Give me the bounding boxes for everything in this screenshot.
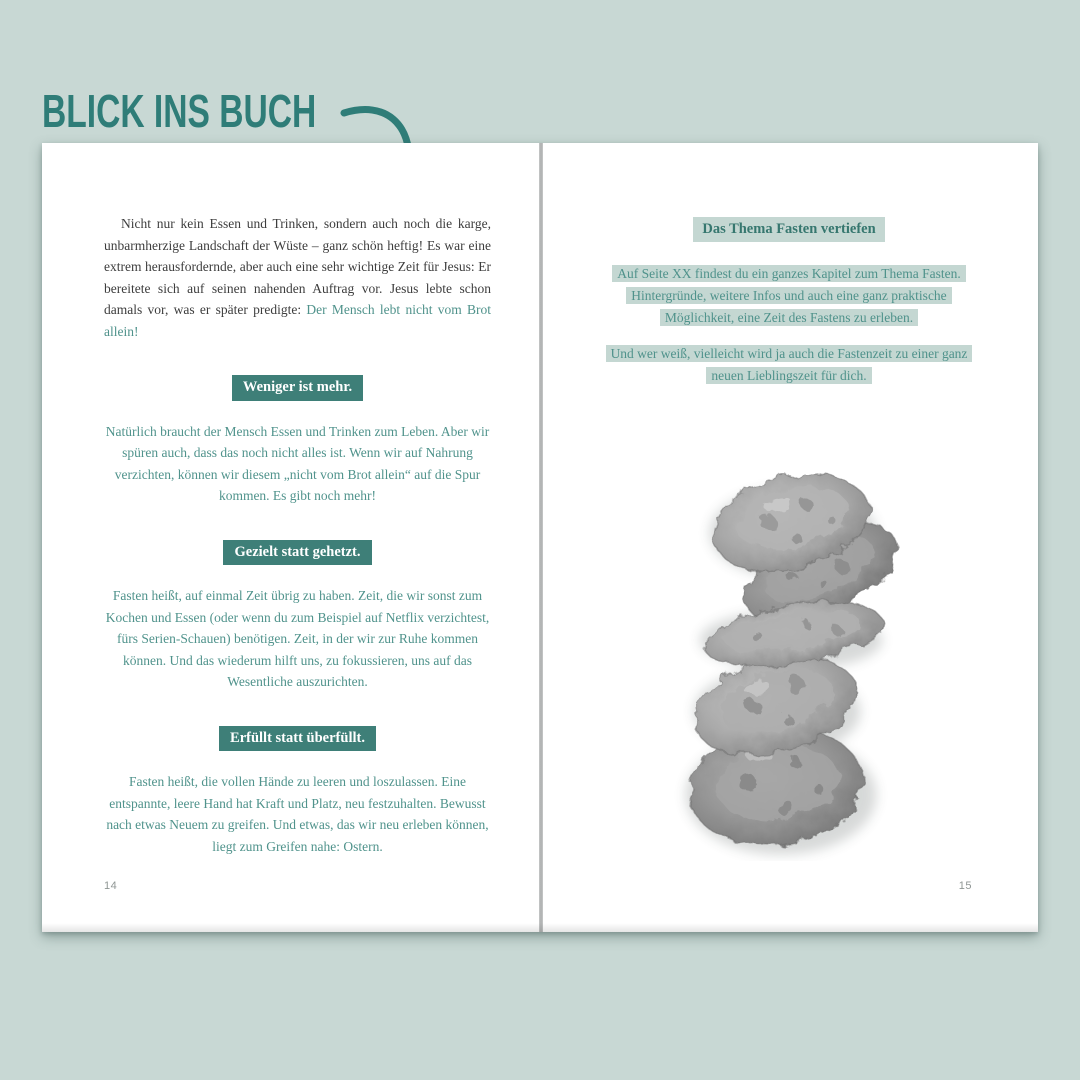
right-paragraph-1 (603, 263, 975, 329)
book-spine-divider (539, 143, 543, 932)
bread-slices-image (644, 459, 932, 861)
section-heading-row (104, 540, 491, 566)
intro-text: Nicht nur kein Essen und Trinken, sondern auch noch die karge, unbarmherzige Landschaft der Wüste – ganz schön heftig! Es war eine extrem herausfordernde, aber auch eine sehr wichtige Zeit für Jesus: Er bereitete sich auf seinen nahenden Auftrag vor. Jesus lebte schon damals vor, was er später predigte: (104, 216, 491, 317)
section-heading-row (104, 375, 491, 401)
intro-paragraph (104, 213, 491, 342)
highlighted-text: Auf Seite XX findest du ein ganzes Kapitel zum Thema Fasten. Hintergründe, weitere Infos und auch eine ganz praktische Möglichkeit, eine Zeit des Fastens zu erleben. (612, 265, 966, 326)
section-heading-2: Gezielt statt gehetzt. (223, 540, 371, 566)
highlighted-text: Und wer weiß, vielleicht wird ja auch die Fastenzeit zu einer ganz neuen Lieblingszeit für dich. (606, 345, 973, 384)
section-body-3: Fasten heißt, die vollen Hände zu leeren und loszulassen. Eine entspannte, leere Hand hat Kraft und Platz, neu festzuhalten. Bewusst nach etwas Neuem zu greifen. Und etwas, das wir neu erleben können, liegt zum Greifen nahe: Ostern. (106, 774, 489, 854)
book-page-right (540, 143, 1038, 932)
section-body-2: Fasten heißt, auf einmal Zeit übrig zu haben. Zeit, die wir sonst zum Kochen und Essen (oder wenn du zum Beispiel auf Netflix verzichtest, fürs Serien-Schauen) benötigen. Zeit, in der wir zur Ruhe kommen können. Und das wiederum hilft uns, zu fokussieren, uns auf das Wesentliche auszurichten. (105, 588, 490, 689)
intro-quote: Der Mensch lebt nicht vom Brot allein! (104, 302, 491, 339)
book-page-left (42, 143, 540, 932)
left-page-content (104, 213, 491, 857)
book-spread[interactable] (42, 143, 1038, 932)
right-heading-row (580, 217, 998, 242)
section-heading-1: Weniger ist mehr. (232, 375, 363, 401)
page-title: BLICK INS BUCH (42, 85, 317, 137)
right-paragraph-2 (603, 343, 975, 387)
right-page-content (580, 217, 998, 401)
section-heading-row (104, 726, 491, 752)
right-page-heading: Das Thema Fasten vertiefen (693, 217, 884, 242)
section-body-1: Natürlich braucht der Mensch Essen und Trinken zum Leben. Aber wir spüren auch, dass das noch nicht alles ist. Wenn wir auf Nahrung verzichten, können wir diesem „nicht vom Brot allein“ auf die Spur kommen. Es gibt noch mehr! (105, 423, 490, 503)
section-heading-3: Erfüllt statt überfüllt. (219, 726, 376, 752)
page-number-left: 14 (104, 880, 118, 892)
page-number-right: 15 (958, 880, 972, 892)
